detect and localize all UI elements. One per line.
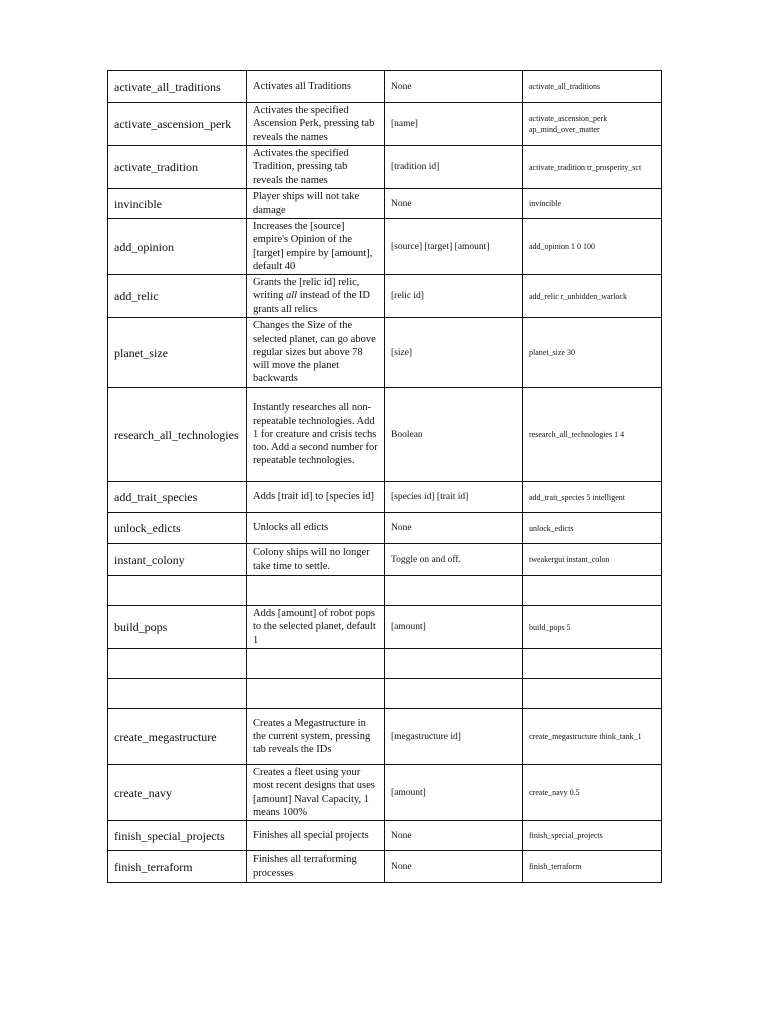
description-text: Grants the [relic id] relic, writing xyxy=(253,277,360,302)
example-cell: planet_size 30 xyxy=(523,318,662,388)
command-cell: finish_terraform xyxy=(108,851,247,883)
table-row xyxy=(108,482,662,513)
table-row xyxy=(108,103,662,146)
description-cell: Instantly researches all non-repeatable technologies. Add 1 for creature and crisis techs too. Add a second number for repeatable technologies. xyxy=(247,388,385,482)
table-row xyxy=(108,219,662,275)
description-cell xyxy=(247,275,385,318)
example-cell: finish_special_projects xyxy=(523,821,662,851)
example-cell: add_relic r_unbidden_warlock xyxy=(523,275,662,318)
example-cell: activate_ascension_perk ap_mind_over_matter xyxy=(523,103,662,146)
table-row xyxy=(108,649,662,679)
command-cell: research_all_technologies xyxy=(108,388,247,482)
arguments-cell: [amount] xyxy=(385,606,523,649)
arguments-cell: None xyxy=(385,513,523,544)
table-row xyxy=(108,275,662,318)
table-row xyxy=(108,765,662,821)
description-cell: Activates the specified Tradition, pressing tab reveals the names xyxy=(247,146,385,189)
description-cell: Changes the Size of the selected planet, can go above regular sizes but above 78 will move the planet backwards xyxy=(247,318,385,388)
command-cell: unlock_edicts xyxy=(108,513,247,544)
console-commands-table xyxy=(107,70,662,883)
table-row xyxy=(108,821,662,851)
arguments-cell: [source] [target] [amount] xyxy=(385,219,523,275)
table-row xyxy=(108,709,662,765)
description-cell: Player ships will not take damage xyxy=(247,189,385,219)
table-row xyxy=(108,71,662,103)
command-cell: build_pops xyxy=(108,606,247,649)
description-emphasis: all xyxy=(285,290,298,302)
arguments-cell: [tradition id] xyxy=(385,146,523,189)
table-row xyxy=(108,606,662,649)
example-cell: add_opinion 1 0 100 xyxy=(523,219,662,275)
command-cell xyxy=(108,679,247,709)
example-cell xyxy=(523,576,662,606)
arguments-cell: [amount] xyxy=(385,765,523,821)
description-cell: Unlocks all edicts xyxy=(247,513,385,544)
table-row xyxy=(108,318,662,388)
table-row xyxy=(108,576,662,606)
description-cell: Finishes all special projects xyxy=(247,821,385,851)
command-cell: add_trait_species xyxy=(108,482,247,513)
table-row xyxy=(108,679,662,709)
command-cell xyxy=(108,649,247,679)
arguments-cell: [name] xyxy=(385,103,523,146)
description-text: instead of the ID grants all relics xyxy=(253,290,370,315)
example-cell: build_pops 5 xyxy=(523,606,662,649)
table-row xyxy=(108,146,662,189)
example-cell: invincible xyxy=(523,189,662,219)
example-cell: activate_tradition tr_prosperity_sct xyxy=(523,146,662,189)
example-cell xyxy=(523,649,662,679)
description-cell: Creates a Megastructure in the current system, pressing tab reveals the IDs xyxy=(247,709,385,765)
description-cell: Colony ships will no longer take time to settle. xyxy=(247,544,385,576)
command-cell: add_opinion xyxy=(108,219,247,275)
arguments-cell: Boolean xyxy=(385,388,523,482)
command-cell: activate_ascension_perk xyxy=(108,103,247,146)
command-cell: invincible xyxy=(108,189,247,219)
description-cell: Activates all Traditions xyxy=(247,71,385,103)
description-cell: Increases the [source] empire's Opinion of the [target] empire by [amount], default 40 xyxy=(247,219,385,275)
example-cell: unlock_edicts xyxy=(523,513,662,544)
description-cell: Finishes all terraforming processes xyxy=(247,851,385,883)
table-row xyxy=(108,544,662,576)
arguments-cell: Toggle on and off. xyxy=(385,544,523,576)
command-cell: add_relic xyxy=(108,275,247,318)
example-cell: add_trait_species 5 intelligent xyxy=(523,482,662,513)
arguments-cell: None xyxy=(385,71,523,103)
description-cell: Adds [trait id] to [species id] xyxy=(247,482,385,513)
arguments-cell xyxy=(385,679,523,709)
arguments-cell: [megastructure id] xyxy=(385,709,523,765)
arguments-cell: [relic id] xyxy=(385,275,523,318)
command-cell: planet_size xyxy=(108,318,247,388)
example-cell: tweakergui instant_colon xyxy=(523,544,662,576)
arguments-cell xyxy=(385,576,523,606)
example-cell: create_navy 0.5 xyxy=(523,765,662,821)
command-cell: create_navy xyxy=(108,765,247,821)
table-row xyxy=(108,189,662,219)
description-cell: Activates the specified Ascension Perk, pressing tab reveals the names xyxy=(247,103,385,146)
command-cell: finish_special_projects xyxy=(108,821,247,851)
description-cell: Creates a fleet using your most recent designs that uses [amount] Naval Capacity, 1 means 100% xyxy=(247,765,385,821)
arguments-cell: [species id] [trait id] xyxy=(385,482,523,513)
example-cell: finish_terraform xyxy=(523,851,662,883)
table-row xyxy=(108,388,662,482)
arguments-cell: None xyxy=(385,189,523,219)
arguments-cell: [size] xyxy=(385,318,523,388)
command-cell: instant_colony xyxy=(108,544,247,576)
command-cell: activate_all_traditions xyxy=(108,71,247,103)
table-row xyxy=(108,513,662,544)
command-cell: activate_tradition xyxy=(108,146,247,189)
example-cell: research_all_technologies 1 4 xyxy=(523,388,662,482)
description-cell xyxy=(247,649,385,679)
example-cell: activate_all_traditions xyxy=(523,71,662,103)
description-cell: Adds [amount] of robot pops to the selected planet, default 1 xyxy=(247,606,385,649)
arguments-cell xyxy=(385,649,523,679)
example-cell: create_megastructure think_tank_1 xyxy=(523,709,662,765)
command-cell xyxy=(108,576,247,606)
example-cell xyxy=(523,679,662,709)
command-cell: create_megastructure xyxy=(108,709,247,765)
table-row xyxy=(108,851,662,883)
arguments-cell: None xyxy=(385,821,523,851)
description-cell xyxy=(247,679,385,709)
arguments-cell: None xyxy=(385,851,523,883)
description-cell xyxy=(247,576,385,606)
